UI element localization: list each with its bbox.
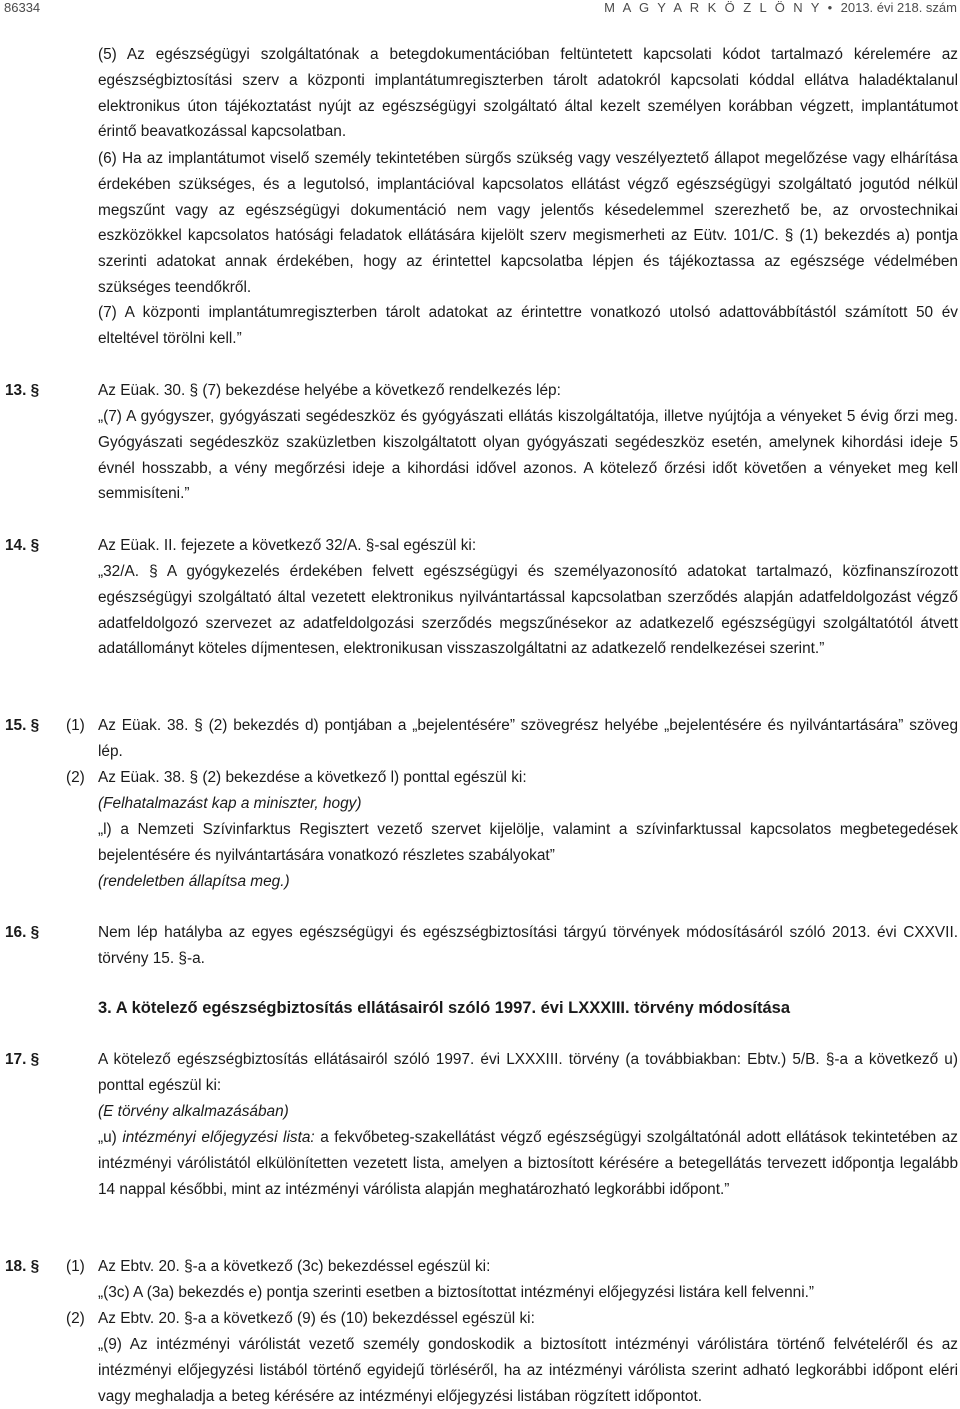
section-16-number: 16. §: [5, 924, 40, 941]
section-13-text: „(7) A gyógyszer, gyógyászati segédeszköz és gyógyászati ellátás kiszolgáltatója, illetve nyújtója a vényeket 5 évig őrzi meg. Gyógyászati segédeszköz szaküzletben kiszolgáltatott olyan gyógyászati segédeszköz esetén, amelynek kihordási ideje 5 évnél hosszabb, a vény megőrzési ideje a kihordási idővel azonos. A kötelező őrzési időt követően a vényeket meg kell semmisíteni.”: [98, 408, 958, 503]
section-14-number: 14. §: [5, 537, 40, 554]
section-15-sub-2-authorization: (Felhatalmazást kap a miniszter, hogy): [98, 795, 362, 812]
section-15-sub-1-text: Az Eüak. 38. § (2) bekezdés d) pontjában a „bejelentésére” szövegrész helyébe „bejelentésére és nyilvántartására” szöveg lép.: [98, 717, 958, 760]
section-14-intro: Az Eüak. II. fejezete a következő 32/A. §-sal egészül ki:: [98, 537, 477, 554]
gazette-title: M A G Y A R K Ö Z L Ö N Y • 2013. évi 218. szám: [604, 0, 957, 15]
paragraph-7: (7) A központi implantátumregiszterben tárolt adatokat az érintettre vonatkozó utolsó adattovábbítástól számított 50 év elteltével törölni kell.”: [98, 304, 958, 347]
section-15-sub-2-text: „l) a Nemzeti Szívinfarktus Regisztert vezető szervet kijelölje, valamint a szívinfarktussal kapcsolatos megbetegedések bejelentésére és nyilvántartására vonatkozó részletes szabályokat”: [98, 821, 958, 864]
section-15-sub-2-label: (2): [66, 769, 85, 786]
section-14-text: „32/A. § A gyógykezelés érdekében felvett egészségügyi és személyazonosító adatokat tartalmazó, közfinanszírozott egészségügyi szolgáltató által vezetett elektronikus nyilvántartással kapcsolatban szerződés alapján adatfeldolgozást végző adatfeldolgozó szervezet az adatfeldolgozási szerződés megszűnésekor az adatkezelő egészségügyi szolgáltatótól átvett adatállományt köteles díjmentesen, elektronikusan visszaszolgáltatni az adatkezelő rendelkezései szerint.”: [98, 563, 958, 658]
paragraph-6: (6) Ha az implantátumot viselő személy tekintetében sürgős szükség vagy veszélyeztető állapot megelőzése vagy elhárítása érdekében szükséges, és a legutolsó, implantációval kapcsolatos ellátást végző egészségügyi szolgáltató jogutód nélkül megszűnt vagy az egészségügyi dokumentáció nem vagy jelentős késedelemmel szerezhető be, az orvostechnikai eszközökkel kapcsolatos hatósági feladatok ellátására kijelölt szerv megismerheti az Eütv. 101/C. § (1) bekezdés a) pontja szerinti adatokat annak érdekében, hogy az érintettel kapcsolatba lépjen és tájékoztassa az egészsége védelmében szükséges teendőkről.: [98, 150, 958, 296]
section-18-sub-2-intro: Az Ebtv. 20. §-a a következő (9) és (10) bekezdéssel egészül ki:: [98, 1310, 535, 1327]
section-16-text: Nem lép hatályba az egyes egészségügyi és egészségbiztosítási tárgyú törvények módosításáról szóló 2013. évi CXXVII. törvény 15. §-a.: [98, 924, 958, 967]
section-15-sub-1-label: (1): [66, 717, 85, 734]
defined-term: intézményi előjegyzési lista:: [122, 1129, 315, 1146]
section-17-text: „u) intézményi előjegyzési lista: a fekvőbeteg-szakellátást végző egészségügyi szolgáltatónál adott ellátások tekintetében az intézményi várólistától elkülönítetten vezetett lista, amelyen a biztosított kérésére a betegellátás tervezett időpontja legalább 14 nappal későbbi, mint az intézményi várólista alapján meghatározható legkorábbi időpont.”: [98, 1129, 958, 1198]
section-17-context: (E törvény alkalmazásában): [98, 1103, 289, 1120]
section-17-intro: A kötelező egészségbiztosítás ellátásairól szóló 1997. évi LXXXIII. törvény (a továbbiakban: Ebtv.) 5/B. §-a a következő u) ponttal egészül ki:: [98, 1051, 958, 1094]
section-17-number: 17. §: [5, 1051, 40, 1068]
section-18-sub-1-label: (1): [66, 1258, 85, 1275]
page-header: [0, 0, 960, 16]
section-18-sub-1-intro: Az Ebtv. 20. §-a a következő (3c) bekezdéssel egészül ki:: [98, 1258, 491, 1275]
section-18-sub-2-text: „(9) Az intézményi várólistát vezető személy gondoskodik a biztosított intézményi várólistára történő felvételéről és az intézményi előjegyzési listából történő egyidejű törléséről, ha az intézményi várólista szerint adható legkorábbi időpont eléri vagy meghaladja a beteg kérésére az intézményi előjegyzési listában rögzített időpontot.: [98, 1336, 958, 1405]
section-13-number: 13. §: [5, 382, 40, 399]
page-number: 86334: [4, 0, 41, 15]
chapter-3-heading: 3. A kötelező egészségbiztosítás ellátásairól szóló 1997. évi LXXXIII. törvény módosítása: [98, 999, 791, 1017]
section-15-sub-2-intro: Az Eüak. 38. § (2) bekezdése a következő l) ponttal egészül ki:: [98, 769, 527, 786]
section-15-number: 15. §: [5, 717, 40, 734]
section-15-sub-2-closing: (rendeletben állapítsa meg.): [98, 873, 290, 890]
section-18-number: 18. §: [5, 1258, 40, 1275]
section-18-sub-2-label: (2): [66, 1310, 85, 1327]
section-13-intro: Az Eüak. 30. § (7) bekezdése helyébe a következő rendelkezés lép:: [98, 382, 561, 399]
section-18-sub-1-text: „(3c) A (3a) bekezdés e) pontja szerinti esetben a biztosítottat intézményi előjegyzési listára kell felvenni.”: [98, 1284, 815, 1301]
paragraph-5: (5) Az egészségügyi szolgáltatónak a betegdokumentációban feltüntetett kapcsolati kódot tartalmazó kérelemére az egészségbiztosítási szerv a központi implantátumregiszterben tárolt adatokról kapcsolati kóddal ellátva haladéktalanul elektronikus úton tájékoztatást nyújt az egészségügyi szolgáltató által kezelt személyen korábban végzett, implantátumot érintő beavatkozással kapcsolatban.: [98, 46, 958, 141]
